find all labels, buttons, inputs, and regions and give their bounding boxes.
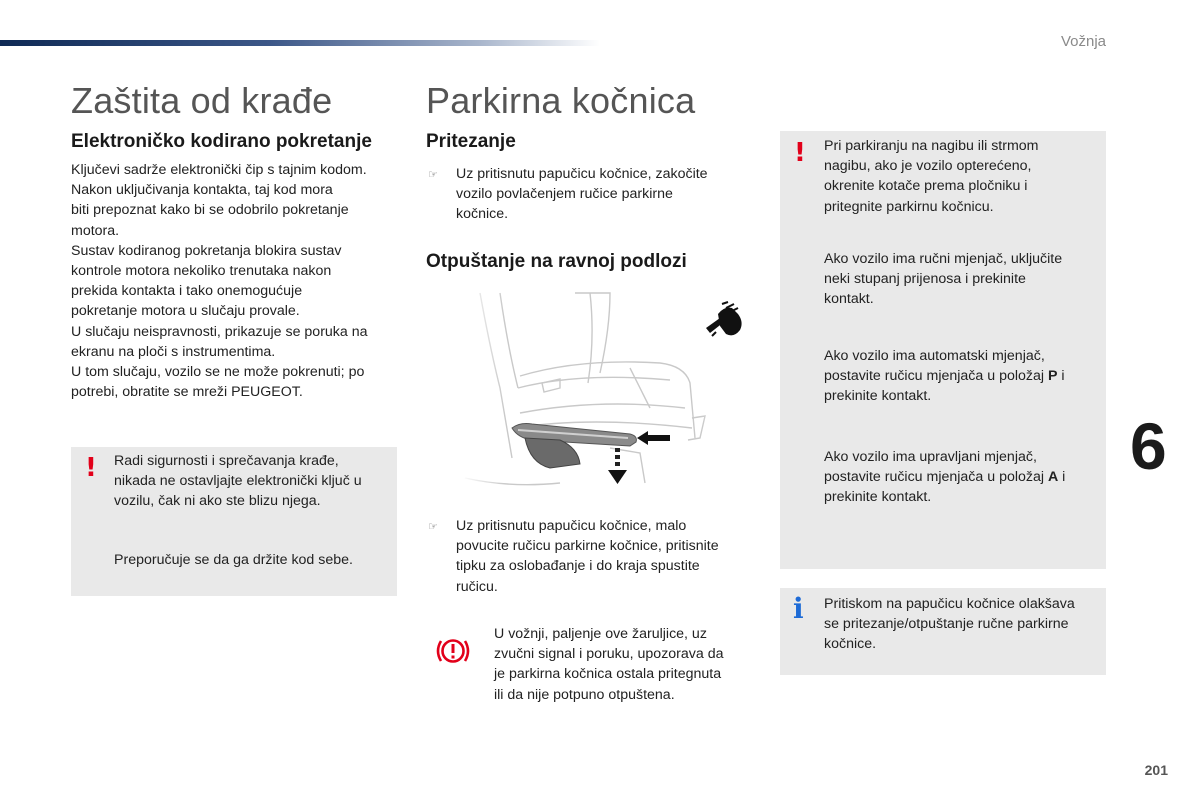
section-label: Vožnja [1060, 33, 1106, 50]
page-number: 201 [1144, 762, 1168, 778]
warning-box-parking [780, 131, 1106, 569]
warning-key-advice: Preporučuje se da ga držite kod sebe. [114, 552, 353, 568]
warning-box-key [71, 447, 397, 596]
bullet-hand-icon: ☞ [428, 521, 438, 533]
hand-on-lever-icon [702, 300, 746, 342]
chapter-number: 6 [1130, 409, 1167, 483]
heading-pull: Pritezanje [426, 131, 516, 152]
page-title-middle: Parkirna kočnica [426, 80, 696, 121]
exclamation-icon: ! [85, 453, 97, 483]
warning-manual-text: Ako vozilo ima ručni mjenjač, uključite neki stupanj prijenosa i prekinite kontakt. [824, 251, 1063, 308]
heading-release: Otpuštanje na ravnoj podlozi [426, 251, 687, 272]
anti-theft-text: Ključevi sadrže elektronički čip s tajnim kodom. Nakon uključivanja kontakta, taj kod mora biti prepoznat kako bi se odobrilo pokretanje motora. Sustav kodiranog pokretanja blokira sustav kontrole motora nekoliko trenutaka nakon prekida kontakta i tako onemogućuje pokretanje motora u slučaju provale. U slučaju neispravnosti, prikazuje se poruka na ekranu na ploči s instrumentima. U tom slučaju, vozilo se ne može pokrenuti; po potrebi, obratite se mreži PEUGEOT. [71, 162, 368, 401]
subtitle-coded-start: Elektroničko kodirano pokretanje [71, 131, 372, 152]
info-pedal-text: Pritiskom na papučicu kočnice olakšava se pritezanje/otpuštanje ručne parkirne kočnice. [824, 596, 1075, 653]
bullet-pull: ☞ Uz pritisnutu papučicu kočnice, zakočite vozilo povlačenjem ručice parkirne kočnice. [428, 166, 708, 223]
warning-robotised-text: Ako vozilo ima upravljani mjenjač, postavite ručicu mjenjača u položaj A i prekinite kontakt. [824, 449, 1066, 506]
brake-warning-light-icon [434, 634, 472, 668]
bullet-hand-icon: ☞ [428, 169, 438, 181]
exclamation-icon: ! [794, 138, 806, 168]
warning-key-text: Radi sigurnosti i sprečavanja krađe, nikada ne ostavljajte elektronički ključ u vozilu, čak ni ako ste blizu njega. [114, 453, 362, 510]
warning-automatic-text: Ako vozilo ima automatski mjenjač, postavite ručicu mjenjača u položaj P i prekinite kontakt. [824, 348, 1065, 405]
page-title-left: Zaštita od krađe [71, 80, 333, 121]
bullet-release: ☞ Uz pritisnutu papučicu kočnice, malo povucite ručicu parkirne kočnice, pritisnite tipku za oslobađanje i do kraja spustite ručicu. [428, 518, 719, 595]
info-box-pedal [780, 588, 1106, 675]
info-icon: i [793, 592, 804, 625]
header-gradient-bar [0, 40, 600, 46]
warning-slope-text: Pri parkiranju na nagibu ili strmom nagibu, ako je vozilo opterećeno, okrenite kotače prema pločniku i pritegnite parkirnu kočnicu. [824, 138, 1039, 215]
warning-light-text: U vožnji, paljenje ove žaruljice, uz zvučni signal i poruku, upozorava da je parkirna kočnica ostala pritegnuta ili da nije potpuno otpuštena. [494, 626, 724, 703]
